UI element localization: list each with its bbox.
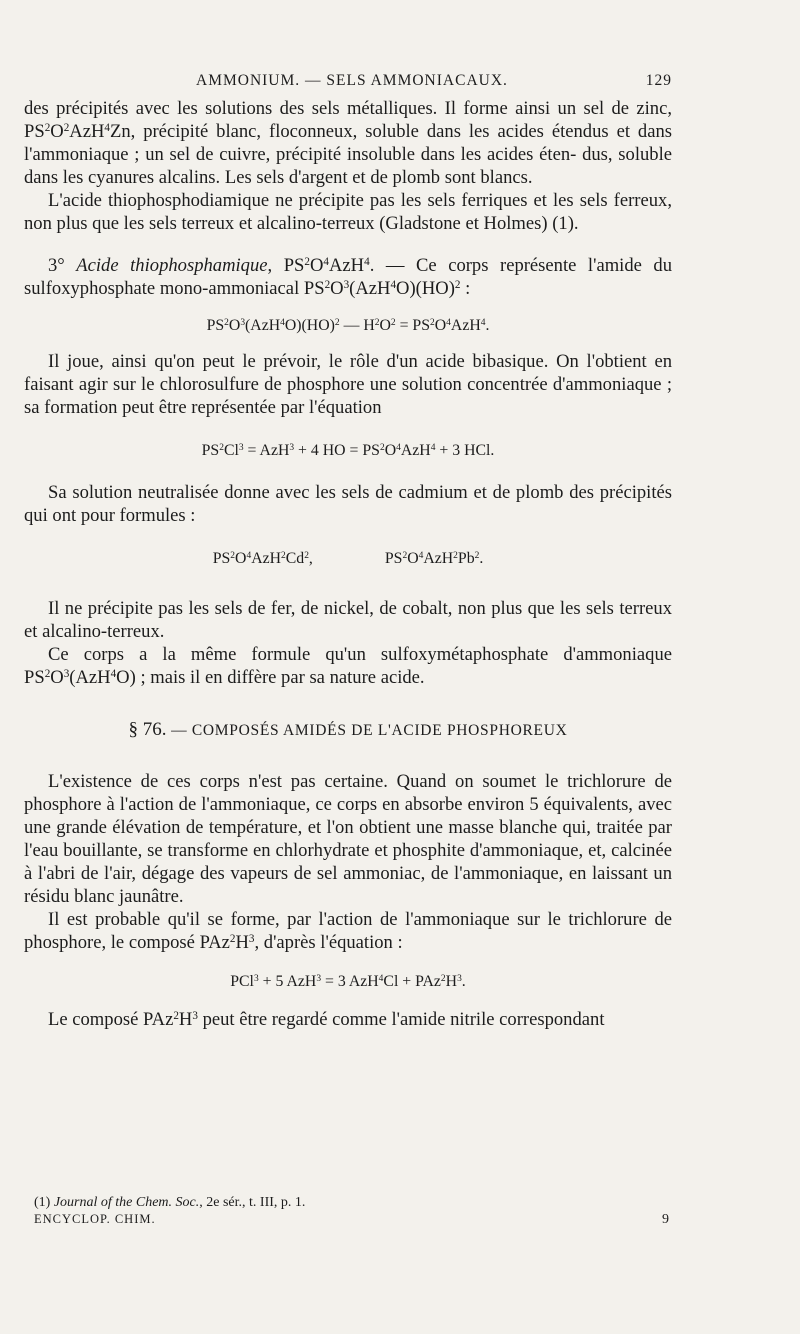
equation: $PS^2O^3(AzH^4O)(HO)^2$ — $H^2O^2 = PS^2O^4AzH^4$. [206, 317, 490, 335]
section-number: § 76. [128, 719, 167, 741]
paragraph: Ce corps a la même formule qu'un sulfoxymétaphosphate d'ammoniaque $PS^2O^3(AzH^4O)$ ; mais il en diffère par sa nature acide. [24, 643, 672, 688]
equation: $PS^2O^4AzH^2Cd^2$, $PS^2O^4AzH^2Pb^2$. [212, 549, 484, 567]
footnote: (1) Journal of the Chem. Soc., 2e sér., t. III, p. 1. [34, 1195, 306, 1210]
running-title: AMMONIUM. — SELS AMMONIACAUX. [196, 72, 508, 89]
paragraph: Il est probable qu'il se forme, par l'action de l'ammoniaque sur le trichlorure de phosphore, le composé $PAz^2H^3$, d'après l'équation : [24, 908, 672, 953]
paragraph: L'existence de ces corps n'est pas certaine. Quand on soumet le trichlorure de phosphore à l'action de l'ammoniaque, ce corps en absorbe environ 5 équivalents, avec une grande élévation de température, et l'on obtient une masse blanche qui, traitée par l'eau bouillante, se transforme en chlorhydrate et phosphite d'ammoniaque, et, calcinée à l'abri de l'air, dégage des vapeurs de sel ammoniac, de l'ammoniaque, en laissant un résidu blanc jaunâtre. [24, 771, 672, 907]
paragraph: des précipités avec les solutions des sels métalliques. Il forme ainsi un sel de zinc, $PS^2O^2AzH^4Zn$, précipité blanc, floconneux, soluble dans les acides étendus et dans l'ammoniaque ; un sel de cuivre, précipité insoluble dans les acides éten- dus, soluble dans les cyanures alcalins. Les sels d'argent et de plomb sont blancs. [24, 98, 673, 188]
page-body [24, 98, 672, 1031]
section-title: — COMPOSÉS AMIDÉS DE L'ACIDE PHOSPHOREUX [171, 722, 568, 740]
equation: $PS^2Cl^3 = AzH^3 + 4$ HO = $PS^2O^4AzH^4 + 3$ HCl. [201, 441, 495, 459]
paragraph: Il ne précipite pas les sels de fer, de nickel, de cobalt, non plus que les sels terreux et alcalino-terreux. [24, 597, 672, 642]
footer-label: ENCYCLOP. CHIM. [34, 1212, 156, 1226]
paragraph: Sa solution neutralisée donne avec les sels de cadmium et de plomb des précipités qui ont pour formules : [24, 481, 672, 526]
paragraph: Le composé $PAz^2H^3$ peut être regardé comme l'amide nitrile correspondant [48, 1008, 605, 1030]
paragraph: 3° Acide thiophosphamique, $PS^2O^4AzH^4$. — Ce corps représente l'amide du sulfoxyphosphate mono-ammoniacal $PS^2O^3(AzH^4O)(HO)^2$ : [24, 255, 673, 300]
paragraph: L'acide thiophosphodiamique ne précipite pas les sels ferriques et les sels ferreux, non plus que les sels terreux et alcalino-terreux (Gladstone et Holmes) (1). [24, 189, 672, 234]
equation: PCl$^3$ + 5 AzH$^3$ = 3 $AzH^4Cl + PAz^2H^3$. [230, 972, 466, 990]
page-number: 129 [645, 72, 672, 89]
paragraph: Il joue, ainsi qu'on peut le prévoir, le rôle d'un acide bibasique. On l'obtient en faisant agir sur le chlorosulfure de phosphore une solution concentrée d'ammoniaque ; sa formation peut être représentée par l'équation [24, 351, 672, 419]
signature-mark: 9 [662, 1212, 670, 1227]
section-heading [24, 719, 672, 743]
page-footer [34, 1212, 670, 1227]
